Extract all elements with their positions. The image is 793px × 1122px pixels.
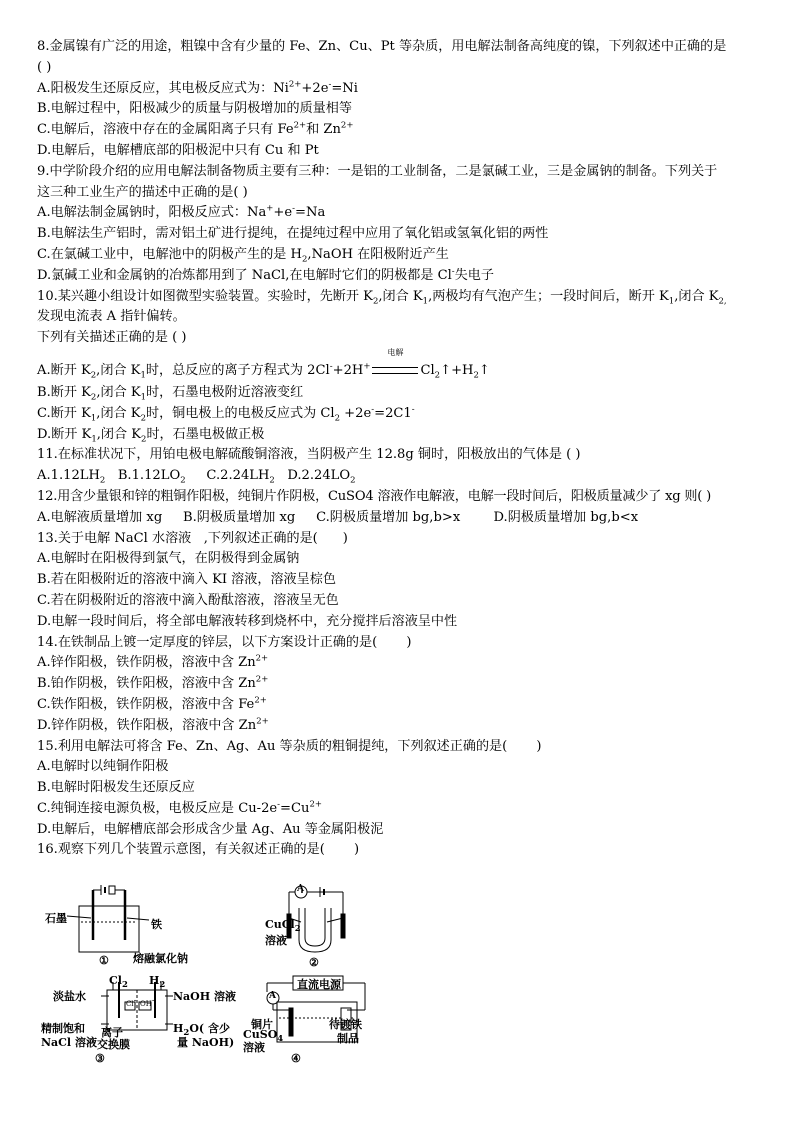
fig2-label2: 溶液 — [265, 934, 287, 947]
q8-option-b: B.电解过程中，阳极减少的质量与阴极增加的质量相等 — [37, 101, 352, 117]
q12-stem: 12.用含少量银和锌的粗铜作阳极，纯铜片作阴极，CuSO4 溶液作电解液，电解一段时间后，阳极质量减少了 xg 则( ) — [37, 488, 712, 504]
q13-stem: 13.关于电解 NaCl 水溶液 ,下列叙述正确的是( ) — [37, 530, 348, 546]
q9-option-c: C.在氯碱工业中，电解池中的阴极产生的是 $H_2,NaOH$ 在阳极附近产生 — [37, 246, 449, 265]
q11-options — [37, 466, 759, 487]
fig1-left-label: 石墨 — [45, 912, 67, 925]
q11-option-c: $C.2.24LH_2$ — [206, 468, 275, 486]
q14-option-c: C.铁作阳极，铁作阴极，溶液中含 $Fe^{2+}$ — [37, 695, 267, 712]
q8-option-a: A.阳极发生还原反应，其电极反应式为：$Ni^{2+}+2e^-=Ni$ — [37, 79, 358, 96]
fig3-ion2: OH- — [140, 995, 155, 1008]
q9-option-b: B.电解法生产铝时，需对铝土矿进行提纯，在提纯过程中应用了氧化铝或氢氧化铝的两性 — [37, 226, 549, 242]
q8-option-c: C.电解后，溶液中存在的金属阳离子只有 $Fe^{2+}$和 $Zn^{2+}$ — [37, 120, 354, 138]
q11-option-a: $A.1.12LH_2$ — [37, 468, 106, 486]
q15-option-d: D.电解后，电解槽底部会形成含少量 Ag、Au 等金属阳极泥 — [37, 821, 384, 837]
fig3-right-bottom1: $H_2O$( 含少 — [173, 1022, 230, 1039]
q14-stem: 14.在铁制品上镀一定厚度的锌层，以下方案设计正确的是( ) — [37, 634, 412, 650]
q10-stem-line3: 下列有关描述正确的是 ( ) — [37, 330, 187, 346]
q10-option-a: A.断开 $K_2$,闭合 $K_1$时，总反应的离子方程式为 2Cl-+2H+ 电解 $Cl_2↑+H_2↑$ — [37, 359, 759, 383]
q13-option-c: C.若在阴极附近的溶液中滴入酚酞溶液，溶液呈无色 — [37, 592, 339, 608]
fig3-membrane1: 离子 — [101, 1026, 123, 1039]
q16-figures — [37, 878, 397, 1068]
fig3-top1: $Cl_2$ — [109, 974, 128, 991]
fig4-left2: CuSO$_4$ — [243, 1028, 284, 1045]
fig2-meter: A — [297, 884, 304, 894]
fig4-right2: 制品 — [337, 1032, 359, 1045]
q16-stem: 16.观察下列几个装置示意图，有关叙述正确的是( ) — [37, 842, 360, 858]
q10-option-d: D.断开 $K_1$,闭合 $K_2$时，石墨电极做正极 — [37, 426, 265, 445]
fig4-meter: A — [269, 991, 276, 1001]
fig3-right-bottom2: 量 NaOH) — [177, 1036, 235, 1049]
electrolysis-arrow: 电解 — [370, 359, 420, 383]
fig3-left-bottom2: NaCl 溶液 — [41, 1036, 97, 1049]
q8-stem-line1: 8.金属镍有广泛的用途，粗镍中含有少量的 Fe、Zn、Cu、Pt 等杂质，用电解法制备高纯度的镍，下列叙述中正确的是 — [37, 39, 727, 54]
fig4-power: 直流电源 — [297, 978, 341, 991]
q14-option-b: B.铂作阴极，铁作阳极，溶液中含 $Zn^{2+}$ — [37, 674, 269, 692]
figure-1 — [67, 885, 149, 952]
fig3-number: ③ — [95, 1052, 105, 1065]
fig3-left-bottom1: 精制饱和 — [41, 1022, 85, 1035]
q10-option-b: B.断开 $K_2$,闭合 $K_1$时，石墨电极附近溶液变红 — [37, 384, 304, 403]
q15-stem: 15.利用电解法可将含 Fe、Zn、Ag、Au 等杂质的粗铜提纯，下列叙述正确的是( ) — [37, 738, 542, 754]
fig2-label1: CuCl$_2$ — [265, 918, 301, 935]
q15-option-b: B.电解时阳极发生还原反应 — [37, 780, 195, 796]
fig3-left-top: 淡盐水 — [53, 990, 86, 1003]
q8-stem-line2: ( ) — [37, 59, 52, 75]
q12-options: A.电解液质量增加 xg B.阴极质量增加 xg C.阴极质量增加 bg,b>x D.阴极质量增加 bg,b<x — [37, 509, 639, 525]
fig2-number: ② — [309, 956, 319, 969]
q9-stem-line2: 这三种工业生产的描述中正确的是( ) — [37, 184, 248, 200]
fig3-right-top: NaOH 溶液 — [173, 990, 236, 1003]
q15-option-a: A.电解时以纯铜作阳极 — [37, 759, 169, 775]
q11-option-b: $B.1.12LO_2$ — [117, 468, 186, 486]
q8-option-d: D.电解后，电解槽底部的阳极泥中只有 Cu 和 Pt — [37, 142, 319, 158]
fig4-number: ④ — [291, 1052, 301, 1065]
question-sheet — [37, 37, 759, 861]
q9-option-a: A.电解法制金属钠时，阳极反应式：Na++e-=Na — [37, 204, 326, 221]
q11-option-d: $D.2.24LO_2$ — [287, 468, 356, 486]
q13-option-d: D.电解一段时间后，将全部电解液转移到烧杯中，充分搅拌后溶液呈中性 — [37, 613, 458, 629]
fig1-caption: 熔融氯化钠 — [133, 952, 188, 965]
fig4-right1: 待镀铁 — [329, 1018, 362, 1031]
q9-option-d: D.氯碱工业和金属钠的冶炼都用到了 NaCl,在电解时它们的阴极都是 Cl-失电子 — [37, 266, 494, 283]
q13-option-b: B.若在阳极附近的溶液中滴入 KI 溶液，溶液呈棕色 — [37, 572, 336, 588]
q10-stem-line1: 10.某兴趣小组设计如图微型实验装置。实验时，先断开 $K_2$,闭合 $K_1$,两极均有气泡产生；一段时间后，断开 $K_1$,闭合 $K_{2,}$ — [37, 288, 727, 307]
q13-option-a: A.电解时在阳极得到氯气，在阴极得到金属钠 — [37, 551, 300, 567]
q11-stem: 11.在标准状况下，用铂电极电解硫酸铜溶液，当阴极产生 12.8g 铜时，阳极放出的气体是 ( ) — [37, 447, 581, 463]
q10-stem-line2: 发现电流表 A 指针偏转。 — [37, 309, 186, 325]
fig3-top2: $H_2$ — [149, 974, 166, 991]
fig1-right-label: 铁 — [151, 918, 162, 931]
q10-option-c: C.断开 $K_1$,闭合 $K_2$时，铜电极上的电极反应式为 $Cl_2 +2e^-=2C1^-$ — [37, 404, 415, 424]
q14-option-a: A.锌作阳极，铁作阴极，溶液中含 $Zn^{2+}$ — [37, 653, 269, 671]
q15-option-c: C.纯铜连接电源负极，电极反应是 $Cu-2e^-=Cu^{2+}$ — [37, 799, 322, 816]
fig1-number: ① — [99, 954, 109, 967]
fig3-ion1: Cl- — [126, 995, 137, 1008]
q14-option-d: D.锌作阴极，铁作阳极，溶液中含 $Zn^{2+}$ — [37, 716, 269, 733]
fig3-membrane2: 交换膜 — [97, 1038, 130, 1051]
fig4-left3: 溶液 — [243, 1041, 265, 1054]
fig4-left1: 铜片 — [251, 1018, 273, 1031]
q9-stem-line1: 9.中学阶段介绍的应用电解法制备物质主要有三种：一是铝的工业制备，二是氯碱工业，三是金属钠的制备。下列关于 — [37, 163, 718, 179]
